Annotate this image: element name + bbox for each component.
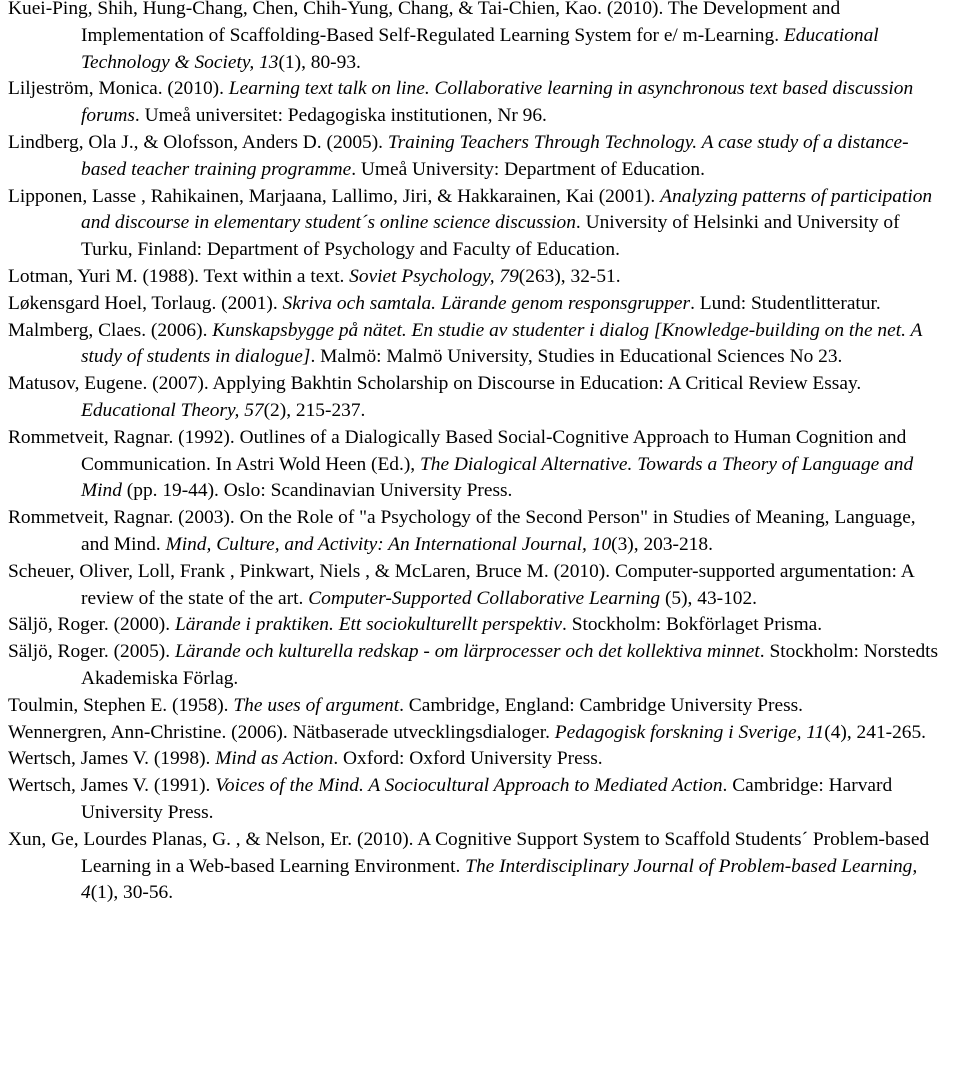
- ref-text: Lindberg, Ola J., & Olofsson, Anders D. (2005).: [8, 131, 388, 153]
- reference-entry: [8, 264, 948, 291]
- ref-text: Toulmin, Stephen E. (1958).: [8, 694, 234, 716]
- ref-italic: Educational Technology & Society, 13: [81, 24, 879, 73]
- ref-text: Säljö, Roger. (2000).: [8, 614, 175, 636]
- reference-entry: [8, 639, 948, 693]
- ref-text: Lipponen, Lasse , Rahikainen, Marjaana, Lallimo, Jiri, & Hakkarainen, Kai (2001).: [8, 185, 661, 207]
- ref-italic: Analyzing patterns of participation and discourse in elementary student´s online science discussion: [81, 185, 933, 234]
- ref-text: Scheuer, Oliver, Loll, Frank , Pinkwart, Niels , & McLaren, Bruce M. (2010). Computer-supported argumentation: A review of the state of the art.: [8, 560, 914, 609]
- ref-text: Kuei-Ping, Shih, Hung-Chang, Chen, Chih-Yung, Chang, & Tai-Chien, Kao. (2010). The Development and Implementation of Scaffolding-Based Self-Regulated Learning System for e/ m-Learning.: [8, 0, 841, 46]
- ref-text: . Umeå universitet: Pedagogiska institutionen, Nr 96.: [134, 105, 547, 127]
- ref-italic: The Interdisciplinary Journal of Problem-based Learning, 4: [81, 855, 918, 904]
- ref-text: (3), 203-218.: [611, 533, 713, 555]
- ref-italic: Voices of the Mind. A Sociocultural Approach to Mediated Action: [215, 775, 723, 797]
- ref-text: . Stockholm: Norstedts Akademiska Förlag.: [81, 641, 939, 689]
- reference-entry: [8, 76, 948, 130]
- ref-italic: Training Teachers Through Technology. A case study of a distance-based teacher training programme: [81, 131, 909, 180]
- reference-entry: [8, 693, 948, 720]
- ref-italic: Mind as Action: [215, 748, 334, 770]
- reference-entry: [8, 184, 948, 264]
- ref-text: . Cambridge, England: Cambridge University Press.: [399, 694, 804, 716]
- reference-entry: [8, 318, 948, 372]
- ref-text: Säljö, Roger. (2005).: [8, 641, 175, 663]
- ref-italic: Educational Theory, 57: [81, 399, 264, 421]
- ref-text: . Stockholm: Bokförlaget Prisma.: [562, 614, 823, 636]
- ref-italic: Pedagogisk forskning i Sverige, 11: [554, 721, 825, 743]
- ref-italic: Learning text talk on line. Collaborative learning in asynchronous text based discussion forums: [81, 78, 914, 127]
- ref-text: . University of Helsinki and University of Turku, Finland: Department of Psychology and Faculty of Education.: [81, 212, 900, 261]
- ref-text: Rommetveit, Ragnar. (1992). Outlines of a Dialogically Based Social-Cognitive Approach to Human Cognition and Communication. In Astri Wold Heen (Ed.),: [8, 426, 907, 475]
- ref-text: (2), 215-237.: [263, 399, 366, 421]
- ref-text: Matusov, Eugene. (2007). Applying Bakhtin Scholarship on Discourse in Education: A Critical Review Essay.: [8, 373, 862, 395]
- ref-text: (5), 43-102.: [660, 587, 758, 609]
- ref-text: . Oxford: Oxford University Press.: [333, 748, 603, 770]
- reference-entry: [8, 505, 948, 559]
- ref-text: (263), 32-51.: [518, 265, 621, 287]
- reference-list: [8, 0, 960, 907]
- reference-entry: [8, 130, 948, 184]
- ref-text: Wennergren, Ann-Christine. (2006). Nätbaserade utvecklingsdialoger.: [8, 721, 555, 743]
- ref-text: Wertsch, James V. (1998).: [8, 748, 216, 770]
- reference-entry: [8, 773, 948, 827]
- reference-entry: [8, 827, 948, 907]
- ref-text: . Umeå University: Department of Education.: [351, 158, 705, 180]
- ref-italic: Lärande i praktiken. Ett sociokulturellt perspektiv: [174, 614, 562, 636]
- ref-text: . Lund: Studentlitteratur.: [690, 292, 881, 314]
- ref-italic: Skriva och samtala. Lärande genom responsgrupper: [282, 292, 691, 314]
- ref-text: Rommetveit, Ragnar. (2003). On the Role of "a Psychology of the Second Person" in Studies of Meaning, Language, and Mind.: [8, 507, 916, 555]
- reference-entry: [8, 559, 948, 613]
- reference-entry: [8, 291, 948, 318]
- ref-text: (1), 80-93.: [278, 51, 361, 73]
- reference-entry: [8, 425, 948, 505]
- ref-text: Lotman, Yuri M. (1988). Text within a text.: [8, 265, 350, 287]
- reference-entry: [8, 0, 948, 76]
- ref-text: Løkensgard Hoel, Torlaug. (2001).: [8, 292, 283, 314]
- ref-italic: Kunskapsbygge på nätet. En studie av studenter i dialog [Knowledge-building on the net. A study of students in dialogue]: [81, 319, 922, 368]
- ref-text: (1), 30-56.: [90, 882, 174, 904]
- ref-italic: Lärande och kulturella redskap - om lärprocesser och det kollektiva minnet: [174, 641, 760, 663]
- ref-text: (pp. 19-44). Oslo: Scandinavian University Press.: [121, 480, 513, 502]
- ref-text: Malmberg, Claes. (2006).: [8, 319, 213, 341]
- ref-text: . Malmö: Malmö University, Studies in Educational Sciences No 23.: [310, 346, 843, 368]
- ref-text: Liljeström, Monica. (2010).: [8, 78, 229, 100]
- ref-italic: Computer-Supported Collaborative Learning: [308, 587, 661, 609]
- ref-italic: Soviet Psychology, 79: [349, 265, 519, 287]
- reference-entry: [8, 612, 948, 639]
- ref-italic: Mind, Culture, and Activity: An International Journal, 10: [165, 533, 612, 555]
- reference-entry: [8, 720, 948, 747]
- ref-text: Wertsch, James V. (1991).: [8, 775, 216, 797]
- ref-italic: The uses of argument: [233, 694, 400, 716]
- reference-entry: [8, 746, 948, 773]
- ref-text: . Cambridge: Harvard University Press.: [81, 775, 893, 823]
- ref-italic: The Dialogical Alternative. Towards a Theory of Language and Mind: [81, 453, 914, 502]
- ref-text: Xun, Ge, Lourdes Planas, G. , & Nelson, Er. (2010). A Cognitive Support System to Scaffold Students´ Problem-based Learning in a Web-based Learning Environment.: [8, 828, 930, 877]
- ref-text: (4), 241-265.: [824, 721, 927, 743]
- reference-entry: [8, 371, 948, 425]
